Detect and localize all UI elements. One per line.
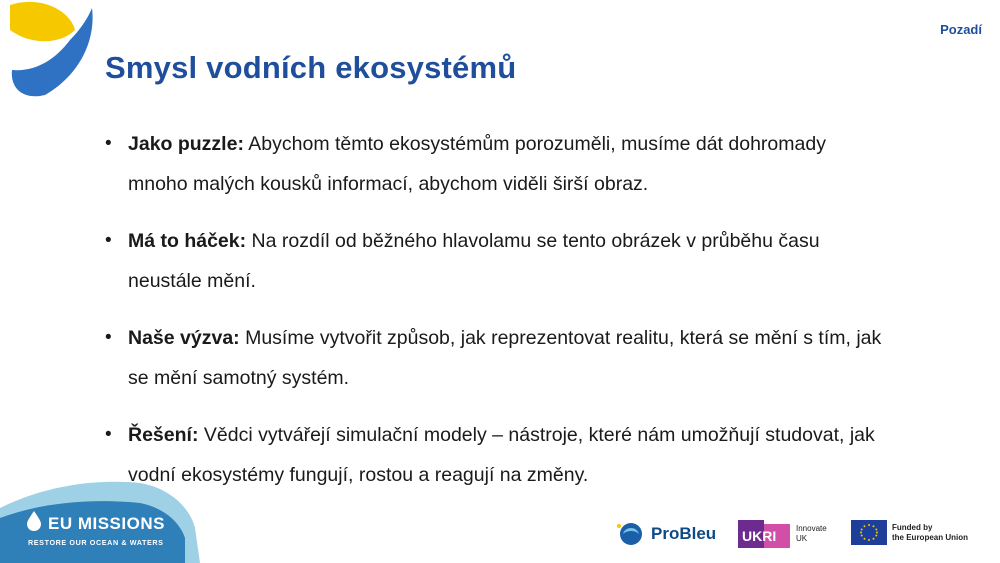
funded-line1: Funded by xyxy=(892,522,933,532)
funded-by-eu-text xyxy=(892,523,968,543)
probleu-swirl-icon xyxy=(615,520,647,548)
innovate-uk-text xyxy=(796,524,827,544)
water-drop-icon xyxy=(24,510,44,532)
bullet-term: Má to háček: xyxy=(128,230,247,252)
eu-missions-logo-text: EU MISSIONS xyxy=(48,514,165,533)
innovate-line2: UK xyxy=(796,534,808,543)
bullet-list xyxy=(105,124,885,512)
bullet-item xyxy=(105,221,885,301)
bullet-text: Abychom těmto ekosystémům porozuměli, musíme dát dohromady mnoho malých kousků informací, abychom viděli širší obraz. xyxy=(128,133,826,195)
bullet-term: Jako puzzle: xyxy=(128,133,244,155)
bullet-item xyxy=(105,124,885,204)
bullet-dot: • xyxy=(105,133,112,154)
bullet-item xyxy=(105,415,885,495)
eu-flag-icon xyxy=(851,520,887,545)
bullet-text: Musíme vytvořit způsob, jak reprezentovat realitu, která se mění s tím, jak se mění samotný systém. xyxy=(128,327,882,389)
ukri-logo xyxy=(738,520,790,548)
bullet-term: Řešení: xyxy=(128,424,199,446)
probleu-logo-text: ProBleu xyxy=(651,524,717,543)
section-tag: Pozadí xyxy=(940,22,982,37)
innovate-line1: Innovate xyxy=(796,524,827,533)
funded-line2: the European Union xyxy=(892,532,968,542)
page-title: Smysl vodních ekosystémů xyxy=(105,50,517,85)
innovate-uk-logo xyxy=(738,520,827,548)
bullet-dot: • xyxy=(105,230,112,251)
eu-missions-subtitle: RESTORE OUR OCEAN & WATERS xyxy=(28,538,164,547)
bullet-dot: • xyxy=(105,327,112,348)
bullet-term: Naše výzva: xyxy=(128,327,240,349)
bullet-text: Vědci vytvářejí simulační modely – nástroje, které nám umožňují studovat, jak vodní ekosystémy fungují, rostou a reagují na změny. xyxy=(128,424,875,486)
blue-yellow-leaf-logo xyxy=(0,0,100,100)
probleu-logo xyxy=(615,520,716,548)
bullet-text: Na rozdíl od běžného hlavolamu se tento obrázek v průběhu času neustále mění. xyxy=(128,230,820,292)
funded-by-eu-logo xyxy=(851,520,968,545)
bullet-dot: • xyxy=(105,424,112,445)
svg-text:UKRI: UKRI xyxy=(742,528,777,544)
bullet-item xyxy=(105,318,885,398)
